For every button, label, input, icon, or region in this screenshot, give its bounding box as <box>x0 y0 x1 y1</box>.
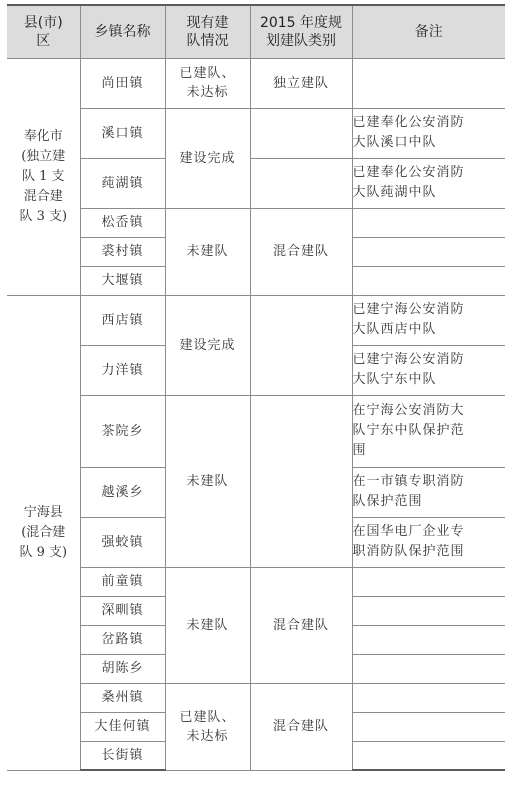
county-cell: 奉化市 (独立建 队 1 支 混合建 队 3 支) <box>7 58 80 295</box>
notes-cell <box>352 683 505 712</box>
town-cell: 越溪乡 <box>80 467 165 517</box>
town-cell: 桑州镇 <box>80 683 165 712</box>
notes-cell <box>352 266 505 295</box>
town-cell: 胡陈乡 <box>80 654 165 683</box>
town-cell: 松岙镇 <box>80 208 165 237</box>
notes-cell: 在国华电厂企业专 职消防队保护范围 <box>352 517 505 567</box>
type-cell <box>250 395 352 567</box>
status-cell: 已建队、 未达标 <box>165 58 250 108</box>
town-cell: 前童镇 <box>80 567 165 596</box>
status-cell: 建设完成 <box>165 108 250 208</box>
header-county: 县(市) 区 <box>7 5 80 58</box>
town-cell: 岔路镇 <box>80 625 165 654</box>
header-type: 2015 年度规 划建队类别 <box>250 5 352 58</box>
town-cell: 深甽镇 <box>80 596 165 625</box>
notes-cell <box>352 712 505 741</box>
notes-cell <box>352 596 505 625</box>
header-row <box>7 5 505 58</box>
status-cell: 未建队 <box>165 567 250 683</box>
type-cell <box>250 108 352 158</box>
type-cell: 混合建队 <box>250 683 352 770</box>
type-cell <box>250 158 352 208</box>
status-cell: 未建队 <box>165 395 250 567</box>
town-cell: 西店镇 <box>80 295 165 345</box>
header-town: 乡镇名称 <box>80 5 165 58</box>
notes-cell <box>352 654 505 683</box>
notes-cell: 已建宁海公安消防 大队西店中队 <box>352 295 505 345</box>
town-cell: 力洋镇 <box>80 345 165 395</box>
type-cell <box>250 295 352 395</box>
notes-cell: 在一市镇专职消防 队保护范围 <box>352 467 505 517</box>
table-row <box>7 395 505 467</box>
table-row <box>7 295 505 345</box>
header-notes: 备注 <box>352 5 505 58</box>
town-cell: 茶院乡 <box>80 395 165 467</box>
town-cell: 溪口镇 <box>80 108 165 158</box>
header-status: 现有建 队情况 <box>165 5 250 58</box>
notes-cell <box>352 208 505 237</box>
notes-cell <box>352 567 505 596</box>
table-row <box>7 58 505 108</box>
type-cell: 混合建队 <box>250 567 352 683</box>
notes-cell <box>352 237 505 266</box>
notes-cell <box>352 58 505 108</box>
table-wrapper <box>7 4 505 771</box>
town-cell: 裘村镇 <box>80 237 165 266</box>
status-cell: 已建队、 未达标 <box>165 683 250 770</box>
town-cell: 强蛟镇 <box>80 517 165 567</box>
table-row <box>7 683 505 712</box>
table-row <box>7 567 505 596</box>
type-cell: 独立建队 <box>250 58 352 108</box>
town-cell: 长街镇 <box>80 741 165 770</box>
town-cell: 莼湖镇 <box>80 158 165 208</box>
notes-cell <box>352 625 505 654</box>
status-cell: 未建队 <box>165 208 250 295</box>
type-cell: 混合建队 <box>250 208 352 295</box>
county-cell: 宁海县 (混合建 队 9 支) <box>7 295 80 770</box>
town-cell: 尚田镇 <box>80 58 165 108</box>
notes-cell: 在宁海公安消防大 队宁东中队保护范 围 <box>352 395 505 467</box>
table-row <box>7 208 505 237</box>
town-cell: 大堰镇 <box>80 266 165 295</box>
table-row <box>7 158 505 208</box>
notes-cell: 已建奉化公安消防 大队溪口中队 <box>352 108 505 158</box>
fire-brigade-table <box>7 4 505 771</box>
town-cell: 大佳何镇 <box>80 712 165 741</box>
status-cell: 建设完成 <box>165 295 250 395</box>
notes-cell: 已建宁海公安消防 大队宁东中队 <box>352 345 505 395</box>
notes-cell <box>352 741 505 770</box>
table-row <box>7 108 505 158</box>
notes-cell: 已建奉化公安消防 大队莼湖中队 <box>352 158 505 208</box>
